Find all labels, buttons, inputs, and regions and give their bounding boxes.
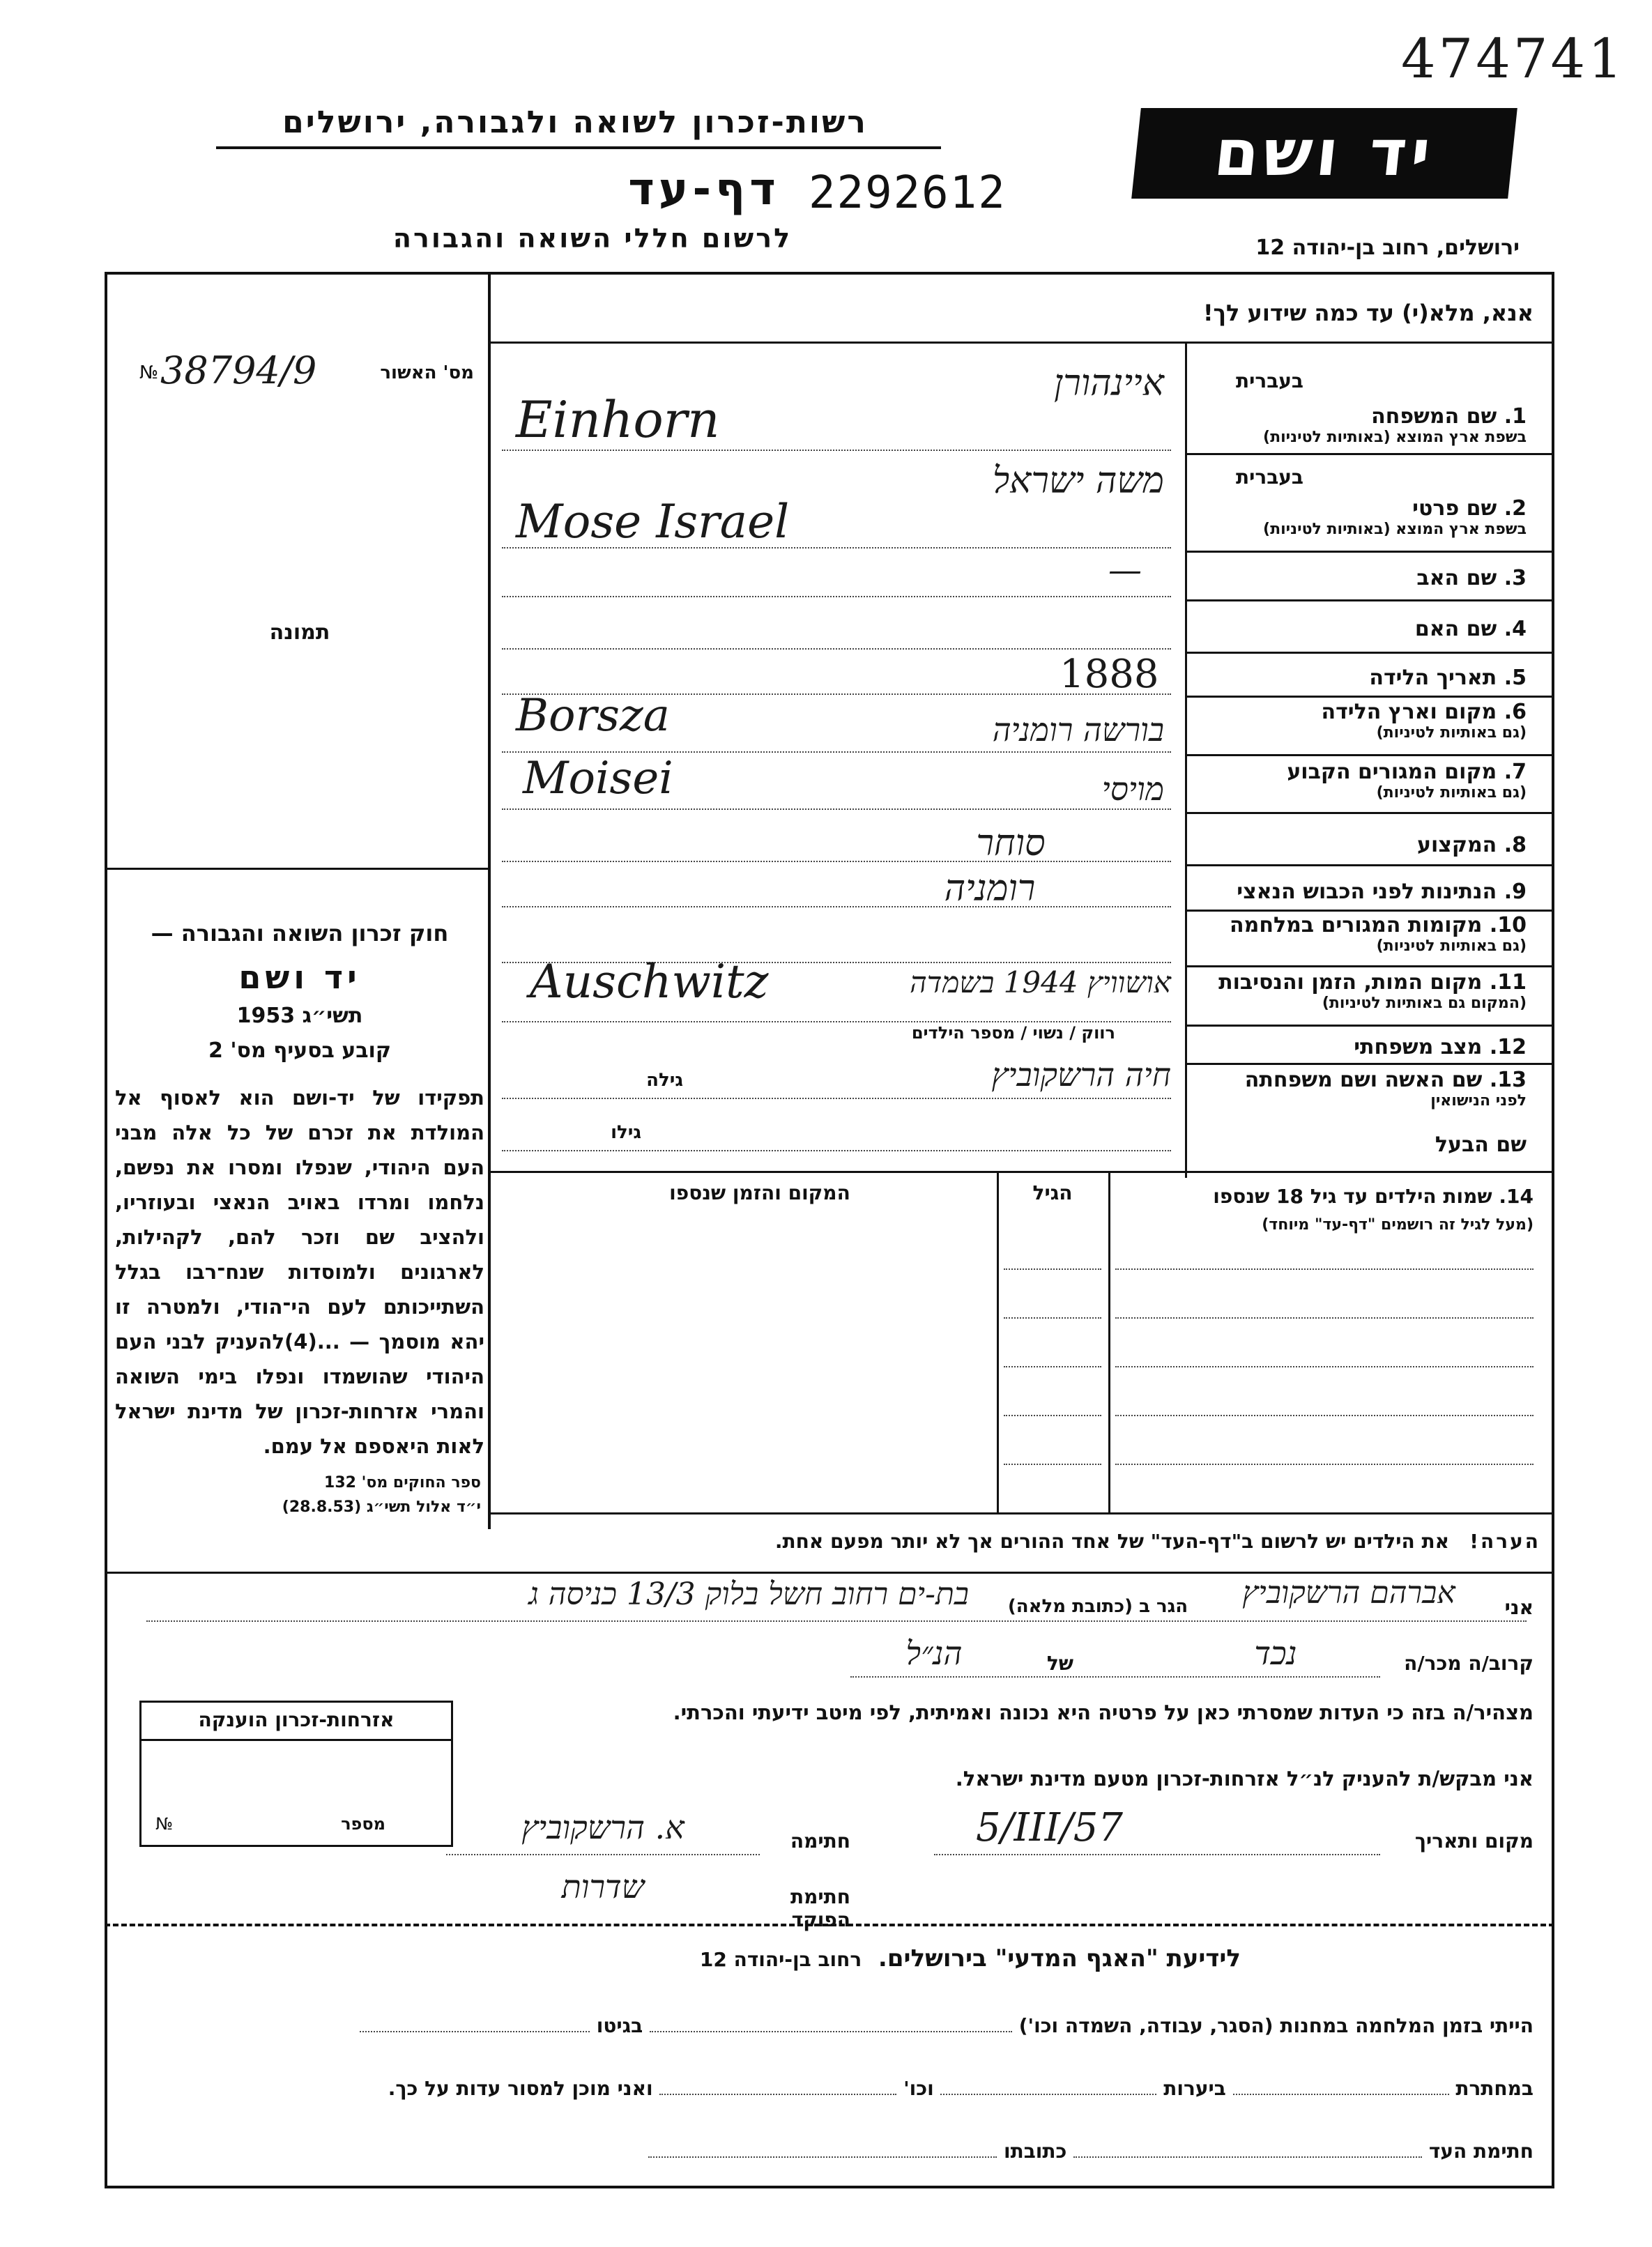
info-box-title: לידיעת "האגף המדעי" בירושלים. רחוב בן-יהודה 12 <box>699 1945 1241 1972</box>
decl-official-signature-label: חתימת הפוקד <box>790 1885 850 1931</box>
field-4-mother: 4. שם האם <box>1414 617 1527 641</box>
in-hebrew-label-2: בעברית <box>1235 466 1303 489</box>
decl-statement: מצהיר/ה בזה כי העדות שמסרתי כאן על פרטיה היא נכונה ואמיתית, לפי מיטב ידיעתי והכרתי. <box>673 1701 1534 1724</box>
decl-official-signature-value: שדרות <box>561 1868 645 1905</box>
note <box>502 1530 1540 1553</box>
decl-place-date-value: 5/III/57 <box>976 1805 1123 1850</box>
answer-surname-hebrew: איינהורן <box>1054 362 1164 404</box>
approval-no: № <box>139 362 159 383</box>
form-top-rule <box>488 342 1554 344</box>
info-line-3: חתימת העד כתובתו <box>118 2140 1534 2163</box>
header-address: ירושלים, רחוב בן-יהודה 12 <box>1255 236 1520 260</box>
approval-value: 38794/9 <box>160 348 317 392</box>
law-clause: קובע בסעיף מס' 2 <box>208 1038 391 1063</box>
answer-death-place-latin: Auschwitz <box>530 955 769 1009</box>
wife-age-label: גילה <box>646 1070 683 1091</box>
law-text: תפקידו של יד-ושם הוא לאסוף אל המולדת את זכרם של כל אלה מבני העם היהודי, שנפלו ומסרו את נפשם, נלחמו ומרדו באויב הנאצי ובעוזריו, ולהציב שם וזכר להם, לקהילות, לארגונים ולמוסדות שנח־רבו בגלל השתייכותם לעם הי־הודי, ולמטרה זו יהא מוסמך — ...(4)להעניק לבני העם היהודי שהושמדו ונפלו בימי השואה והמרי אזרחות-זכרון של מדינת ישראל לאות היאספם אל עמם. <box>115 1086 484 1458</box>
form-number: 2292612 <box>809 167 1007 219</box>
archive-number: 474741 <box>1401 28 1626 91</box>
decl-i-label: אני <box>1504 1596 1534 1619</box>
decl-signature-label: חתימה <box>790 1830 850 1853</box>
authority-title: רשות-זכרון לשואה ולגבורה, ירושלים <box>282 105 868 140</box>
law-title: חוק זכרון השואה והגבורה — <box>151 920 449 946</box>
answer-first-hebrew: משה ישראל <box>992 460 1164 502</box>
memorial-box-no: № <box>155 1814 173 1834</box>
form-intro: אנא, מלא(י) עד כמה שידוע לך! <box>1202 300 1534 326</box>
answer-birth-date: 1888 <box>1060 652 1159 697</box>
husband-age-label: גילו <box>611 1122 641 1143</box>
photo-label: תמונה <box>269 620 330 645</box>
answer-citizenship: רומניה <box>944 868 1036 910</box>
answer-residence-hebrew: מויסי <box>1101 770 1164 808</box>
answer-death-details: אושוויץ 1944 בשמדה <box>910 965 1171 999</box>
logo: יד ושם <box>1131 108 1517 199</box>
children-label: 14. שמות הילדים עד גיל 18 שנספו <box>1213 1185 1534 1208</box>
info-line-1: הייתי בזמן המלחמה במחנות (הסגר, עבודה, השמדה וכו') בגיטו <box>118 2014 1534 2037</box>
answer-birth-place-hebrew: בורשה רומניה <box>992 711 1164 749</box>
decl-resident-label: הגר ב (כתובת מלאה) <box>1007 1596 1188 1617</box>
form-subtitle: לרשום חללי השואה והגבורה <box>392 223 793 254</box>
note-text: את הילדים יש לרשום ב"דף-העד" של אחד ההורים אך לא יותר מפעם אחת. <box>774 1530 1449 1553</box>
husband-label: שם הבעל <box>1435 1133 1527 1157</box>
answer-first-latin: Mose Israel <box>516 495 790 549</box>
memorial-box-title: אזרחות-זכרון הוענקה <box>198 1708 395 1731</box>
marital-options: רווק / נשוי / מספר הילדים <box>911 1023 1115 1043</box>
field-12-marital: 12. מצב משפחתי <box>1354 1035 1527 1059</box>
children-age-col: הגיל <box>1032 1181 1073 1204</box>
form-title: דף-עד <box>628 164 780 215</box>
field-3-father: 3. שם האב <box>1416 566 1527 590</box>
answer-father: — <box>1108 551 1142 590</box>
children-col-2 <box>997 1171 999 1512</box>
answer-surname-latin: Einhorn <box>516 390 720 449</box>
law-ref-2: י״ד אלול תשי״ג (28.8.53) <box>282 1498 481 1516</box>
field-1-surname: 1. שם המשפחה בשפת ארץ המוצא (באותיות לטיניות) <box>1263 404 1527 446</box>
decl-place-date-label: מקום ותאריך <box>1414 1830 1534 1853</box>
answer-birth-place-latin: Borsza <box>516 690 670 742</box>
decl-of-label: של <box>1046 1652 1073 1675</box>
field-8-profession: 8. המקצוע <box>1416 833 1527 857</box>
law-name: יד ושם <box>238 958 361 996</box>
decl-of-value: הנ״ל <box>905 1634 963 1672</box>
decl-relative-label: קרוב/ה מכר/ה <box>1404 1652 1534 1675</box>
field-11-death: 11. מקום המות, הזמן והנסיבות (המקום גם באותיות לטיניות) <box>1218 970 1527 1012</box>
answer-residence-latin: Moisei <box>523 753 673 804</box>
children-place-col: המקום והזמן שנספו <box>669 1181 850 1204</box>
field-7-residence: 7. מקום המגורים הקבוע (גם באותיות לטיניות) <box>1287 760 1527 802</box>
answer-wife-name: חיה הרשקוביץ <box>991 1056 1171 1094</box>
info-line-2: במחתרת ביערות וכו' ואני מוכן למסור עדות על כך. <box>388 2077 1534 2100</box>
decl-relation: נכד <box>1254 1634 1297 1672</box>
field-2-first-name: 2. שם פרטי בשפת ארץ המוצא (באותיות לטיניות) <box>1263 496 1527 538</box>
field-6-birth-place: 6. מקום וארץ הלידה (גם באותיות לטיניות) <box>1321 700 1527 742</box>
decl-name: אברהם הרשקוביץ <box>1242 1575 1455 1611</box>
labels-divider <box>1185 342 1187 1178</box>
decl-signature-value: א. הרשקוביץ <box>521 1809 684 1846</box>
answers-left-edge <box>488 342 490 1178</box>
law-year: תשי״ג 1953 <box>236 1004 363 1028</box>
memorial-box-number-label: מספר <box>341 1814 385 1834</box>
approval-label: מס' האשור <box>380 362 474 383</box>
photo-area-bottom <box>107 868 488 870</box>
in-hebrew-label-1: בעברית <box>1235 369 1303 392</box>
field-5-birth-date: 5. תאריך הלידה <box>1369 666 1527 690</box>
answer-profession: סוחר <box>976 822 1046 864</box>
law-ref-1: ספר החוקים מס' 132 <box>324 1474 481 1491</box>
field-13-wife: 13. שם האשה ושם משפחתה לפני הנישואין <box>1244 1068 1527 1110</box>
children-col-1 <box>1108 1171 1110 1512</box>
field-9-citizenship: 9. הנתינות לפני הכבוש הנאצי <box>1237 880 1527 904</box>
decl-address: בת-ים רחוב חשל בלוק 13/3 כניסה ג <box>528 1577 969 1612</box>
header-rule-top <box>216 146 941 149</box>
memorial-citizenship-box <box>139 1701 453 1847</box>
decl-request: אני מבקש/ת להעניק לנ״ל אזרחות-זכרון מטעם מדינת ישראל. <box>955 1767 1534 1790</box>
children-sub: (מעל לגיל זה רושמים "דף-עד" מיוחד) <box>1262 1216 1534 1234</box>
field-10-wartime-residence: 10. מקומות המגורים במלחמה (גם באותיות לטיניות) <box>1230 913 1527 955</box>
note-label: הערה! <box>1469 1530 1540 1553</box>
